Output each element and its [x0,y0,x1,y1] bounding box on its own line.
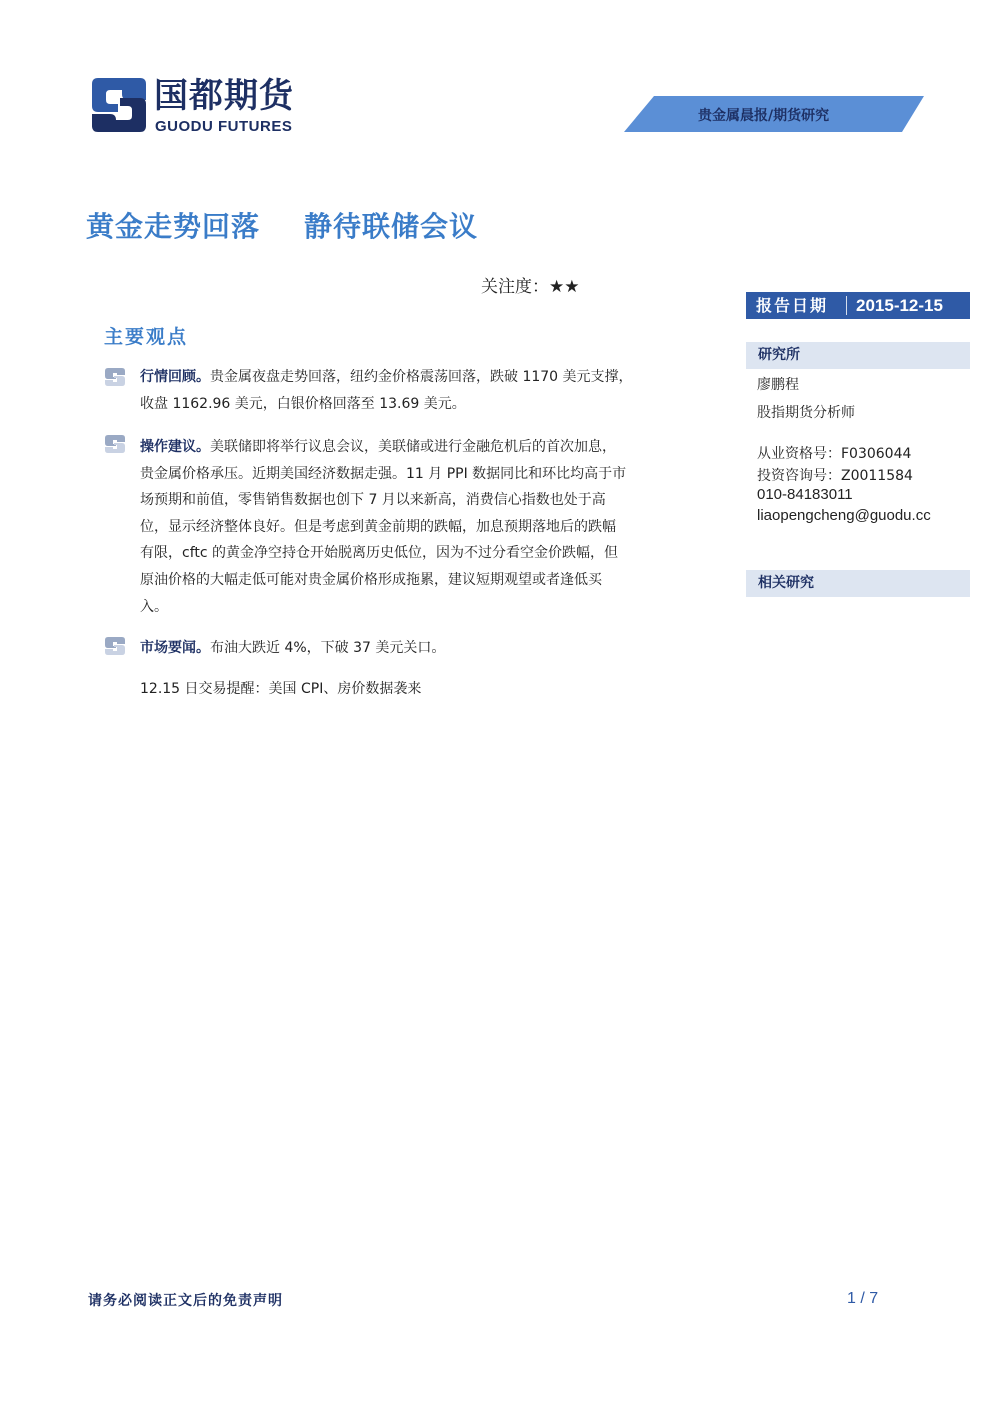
point-text-line: 美联储即将举行议息会议，美联储或进行金融危机后的首次加息， [210,439,616,455]
title-part-2: 静待联储会议 [304,210,479,243]
point-text-line: 有限，cftc 的黄金净空持仓开始脱离历史低位，因为不过分看空金价跌幅，但 [140,545,619,562]
report-date-value: 2015-12-15 [856,296,943,315]
point-heading: 行情回顾。 [140,369,210,385]
point-text-line: 贵金属价格承压。近期美国经济数据走强。11 月 PPI 数据同比和环比均高于市 [140,465,627,482]
header-banner [624,96,924,132]
title-part-1: 黄金走势回落 [86,210,261,243]
point-text-line: 位，显示经济整体良好。但是考虑到黄金前期的跌幅，加息预期落地后的跌幅 [140,518,616,535]
document-title [86,205,478,245]
point-market-review [140,364,712,417]
point-operation-advice [140,434,712,620]
attention-label: 关注度： [481,277,549,297]
analyst-title: 股指期货分析师 [757,405,855,421]
bullet-logo-icon [104,367,126,387]
logo-chinese-name: 国都期货 [154,76,294,116]
page-number: 1 / 7 [847,1290,879,1307]
report-date-bar [746,292,970,319]
attention-stars: ★★ [549,277,580,297]
license-number: 从业资格号：F0306044 [757,446,912,462]
logo-mark-icon [88,74,150,136]
attention-level [481,272,579,297]
trade-reminder: 12.15 日交易提醒：美国 CPI、房价数据袭来 [140,681,422,697]
related-research-heading: 相关研究 [746,570,970,597]
report-date-label: 报告日期 [756,296,829,315]
consult-number: 投资咨询号：Z0011584 [757,468,913,484]
point-market-news [140,635,712,662]
bullet-logo-icon [104,636,126,656]
logo-english-name: GUODU FUTURES [155,118,293,135]
company-logo [88,74,338,140]
point-text-line: 布油大跌近 4%，下破 37 美元关口。 [210,640,446,656]
point-text-line: 收盘 1162.96 美元，白银价格回落至 13.69 美元。 [140,395,466,412]
banner-text: 贵金属晨报/期货研究 [698,108,830,124]
phone-number: 010-84183011 [757,486,853,503]
point-heading: 操作建议。 [140,439,210,455]
point-text-line: 入。 [140,598,168,615]
point-heading: 市场要闻。 [140,640,210,656]
email-link[interactable]: liaopengcheng@guodu.cc [757,507,931,524]
bullet-logo-icon [104,434,126,454]
disclaimer-note: 请务必阅读正文后的免责声明 [88,1293,283,1309]
point-text-line: 原油价格的大幅走低可能对贵金属价格形成拖累，建议短期观望或者逢低买 [140,571,602,588]
analyst-name: 廖鹏程 [757,377,799,393]
institute-heading: 研究所 [746,342,970,369]
point-text-line: 贵金属夜盘走势回落，纽约金价格震荡回落，跌破 1170 美元支撑， [210,369,633,385]
point-text-line: 场预期和前值，零售销售数据也创下 7 月以来新高，消费信心指数也处于高 [140,492,606,509]
section-title: 主要观点 [104,326,189,348]
